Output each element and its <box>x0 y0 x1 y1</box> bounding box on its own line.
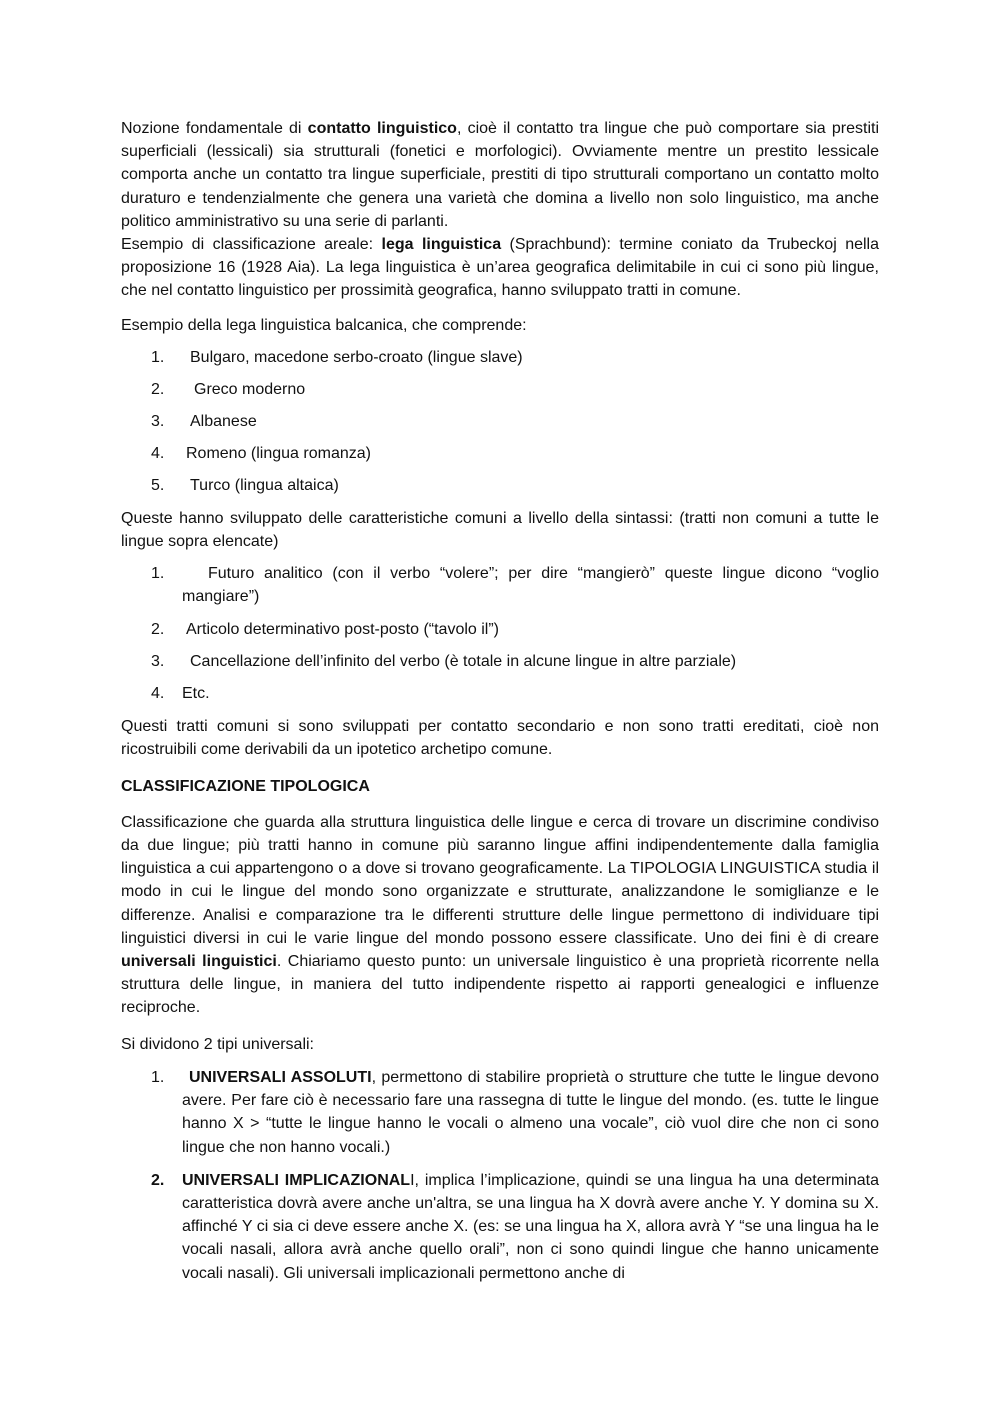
list-item: 3. Albanese <box>151 412 257 430</box>
list-item: 5. Turco (lingua altaica) <box>151 476 339 494</box>
paragraph-tipologica <box>121 811 879 1020</box>
paragraph-sintassi: Queste hanno sviluppato delle caratteristiche comuni a livello della sintassi: (tratti non comuni a tutte le lingue sopra elencate) <box>121 509 879 551</box>
list-item: 2. UNIVERSALI IMPLICAZIONALI, implica l’implicazione, quindi se una lingua ha una determinata caratteristica dovrà avere anche un'altra, se una lingua ha X dovrà avere anche Y. Y domina su X. affinché Y ci sia ci deve essere anche X. (es: se una lingua ha X, allora avrà Y “se una lingua ha le vocali nasali, allora avrà anche quello orali”, non ci sono quindi lingue che hanno unicamente vocali nasali). Gli universali implicazionali permettono anche di <box>151 1171 879 1282</box>
section-heading: CLASSIFICAZIONE TIPOLOGICA <box>121 777 370 795</box>
document-page <box>121 117 879 1285</box>
paragraph-universali: Si dividono 2 tipi universali: <box>121 1035 314 1053</box>
text: Nozione fondamentale di <box>121 120 308 137</box>
text: . Chiariamo questo punto: un universale linguistico è una proprietà ricorrente nella struttura delle lingue, in maniera del tutto indipendente rispetto ai rapporti genealogici e influenze reciproche. <box>121 953 879 1017</box>
list-item: 2. Greco moderno <box>151 380 306 398</box>
list-item: 1. UNIVERSALI ASSOLUTI, permettono di stabilire proprietà o strutture che tutte le lingue devono avere. Per fare ciò è necessario fare una rassegna di tutte le lingue del mondo. (es. tutte le lingue hanno X > “tutte le lingue hanno le vocali o almeno una vocale”, ciò vuol dire che non ci sono lingue che non hanno vocali.) <box>151 1068 879 1156</box>
text: Esempio di classificazione areale: <box>121 236 382 254</box>
list-item: 3. Cancellazione dell’infinito del verbo (è totale in alcune lingue in altre parziale) <box>151 652 737 670</box>
list-item: 4. Romeno (lingua romanza) <box>151 444 371 462</box>
universals-list <box>121 1066 879 1285</box>
list-item: 2. Articolo determinativo post-posto (“tavolo il”) <box>151 620 500 638</box>
paragraph-lega <box>121 233 879 303</box>
paragraph-tratti: Questi tratti comuni si sono sviluppati per contatto secondario e non sono tratti ereditati, cioè non ricostruibili come derivabili da un ipotetico archetipo comune. <box>121 718 879 759</box>
list-item: 1. Futuro analitico (con il verbo “volere”; per dire “mangierò” queste lingue dicono “voglio mangiare”) <box>151 565 879 606</box>
bold-term: universali linguistici <box>121 953 277 971</box>
bold-term: lega linguistica <box>381 236 502 254</box>
bold-term: UNIVERSALI ASSOLUTI <box>189 1068 372 1086</box>
text: (Sprachbund): termine coniato da Trubeckoj nella proposizione 16 (1928 Aia). La lega linguistica è un’area geografica delimitabile in cui ci sono più lingue, che nel contatto linguistico per prossimità geografica, hanno sviluppato tratti in comune. <box>121 236 879 300</box>
paragraph-balcanica: Esempio della lega linguistica balcanica, che comprende: <box>121 316 527 334</box>
text: Classificazione che guarda alla struttura linguistica delle lingue e cerca di trovare un discrimine condiviso da due lingue; più tratti hanno in comune più saranno lingue affini indipendentemente dalla famiglia linguistica a cui appartengono o a dove si trovano geograficamente. La TIPOLOGIA LINGUISTICA studia il modo in cui le lingue del mondo sono organizzate e strutturate, analizzandone le somiglianze e le differenze. Analisi e comparazione tra le differenti strutture delle lingue permettono di individuare tipi linguistici diversi in cui le varie lingue del mondo possono essere classificate. Uno dei fini è di creare <box>121 813 879 947</box>
text: , cioè il contatto tra lingue che può comportare sia prestiti superficiali (lessicali) sia strutturali (fonetici e morfologici). Ovviamente mentre un prestito lessicale comporta anche un contatto tra lingue superficiale, prestiti di tipo strutturali comportano un contatto molto duraturo e tendenzialmente che genera una varietà che domina a livello non solo linguistico, ma anche politico amministrativo su una serie di parlanti. <box>121 120 880 230</box>
bold-term: contatto linguistico <box>307 120 457 137</box>
bold-term: UNIVERSALI IMPLICAZIONAL <box>182 1171 411 1189</box>
list-item: 1. Bulgaro, macedone serbo-croato (lingue slave) <box>151 348 523 366</box>
languages-list <box>121 346 879 497</box>
list-item: 4. Etc. <box>151 685 210 703</box>
paragraph-contatto <box>121 117 879 233</box>
features-list <box>121 562 879 705</box>
